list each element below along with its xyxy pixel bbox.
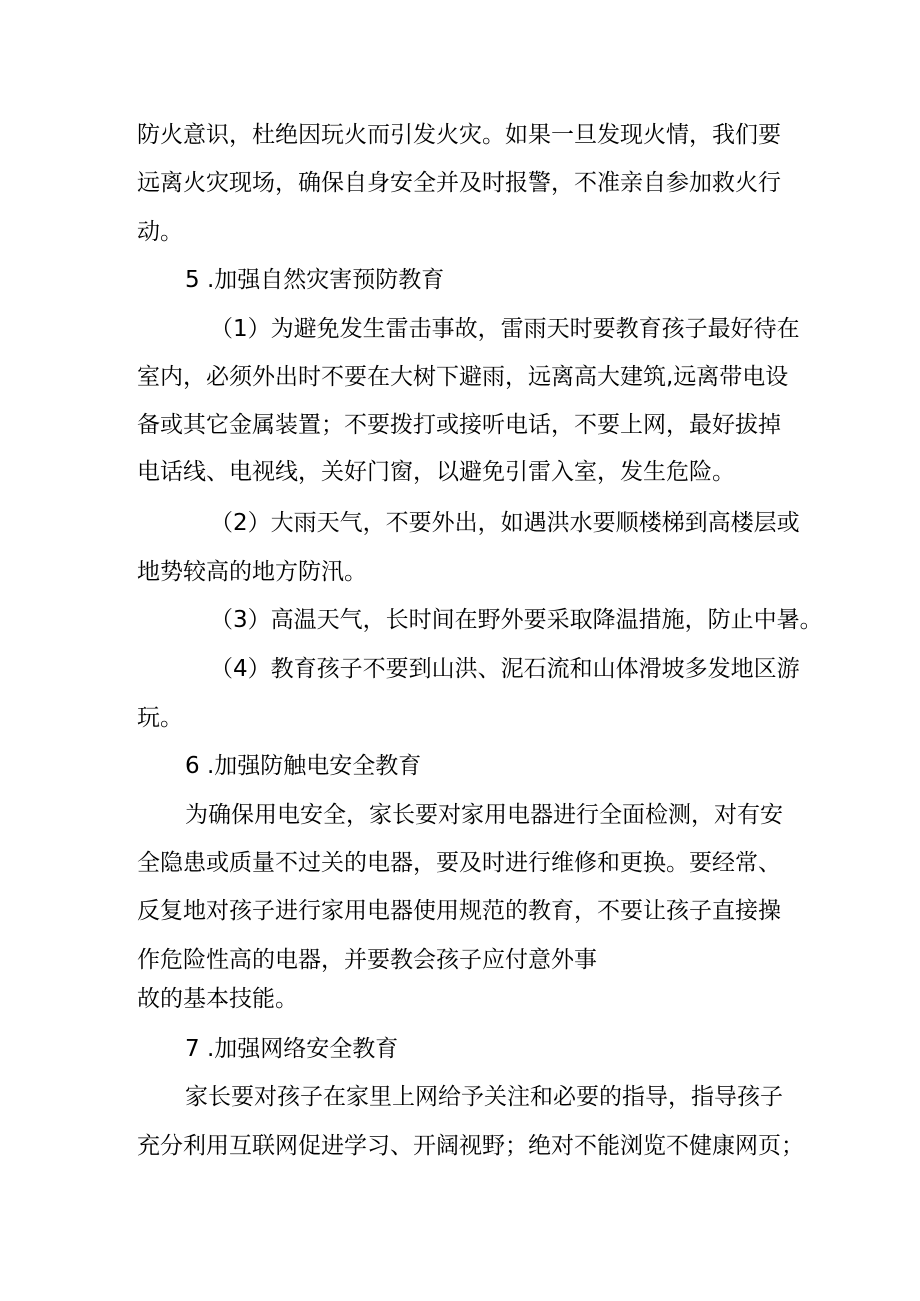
text-line: 备或其它金属装置；不要拨打或接听电话，不要上网，最好拔掉 — [137, 412, 781, 438]
text-line: 为确保用电安全，家长要对家用电器进行全面检测，对有安 — [185, 802, 783, 828]
section-heading-5: 5 .加强自然灾害预防教育 — [185, 267, 445, 293]
text-line: 玩。 — [137, 705, 183, 731]
text-line: 动。 — [137, 219, 183, 245]
text-line: （2）大雨天气，不要外出，如遇洪水要顺楼梯到高楼层或 — [210, 510, 800, 536]
text-line: 室内，必须外出时不要在大树下避雨，远离高大建筑,远离带电设 — [137, 364, 789, 390]
text-line: （1）为避免发生雷击事故，雷雨天时要教育孩子最好待在 — [210, 316, 800, 342]
text-line: 故的基本技能。 — [137, 986, 298, 1012]
text-line: 远离火灾现场，确保自身安全并及时报警，不准亲自参加救火行 — [137, 170, 781, 196]
text-line: 充分利用互联网促进学习、开阔视野；绝对不能浏览不健康网页； — [137, 1133, 804, 1159]
text-line: 家长要对孩子在家里上网给予关注和必要的指导，指导孩子 — [185, 1084, 783, 1110]
section-heading-7: 7 .加强网络安全教育 — [185, 1036, 399, 1062]
text-line: 作危险性高的电器，并要教会孩子应付意外事 — [137, 947, 597, 973]
text-line: 电话线、电视线，关好门窗，以避免引雷入室，发生危险。 — [137, 459, 735, 485]
text-line: （3）高温天气，长时间在野外要采取降温措施，防止中暑。 — [210, 607, 823, 633]
section-heading-6: 6 .加强防触电安全教育 — [185, 753, 422, 779]
text-line: （4）教育孩子不要到山洪、泥石流和山体滑坡多发地区游 — [210, 656, 800, 682]
text-line: 地势较高的地方防汛。 — [137, 559, 367, 585]
text-line: 全隐患或质量不过关的电器，要及时进行维修和更换。要经常、 — [137, 850, 781, 876]
text-line: 反复地对孩子进行家用电器使用规范的教育，不要让孩子直接操 — [137, 898, 781, 924]
text-line: 防火意识，杜绝因玩火而引发火灾。如果一旦发现火情，我们要 — [137, 122, 781, 148]
